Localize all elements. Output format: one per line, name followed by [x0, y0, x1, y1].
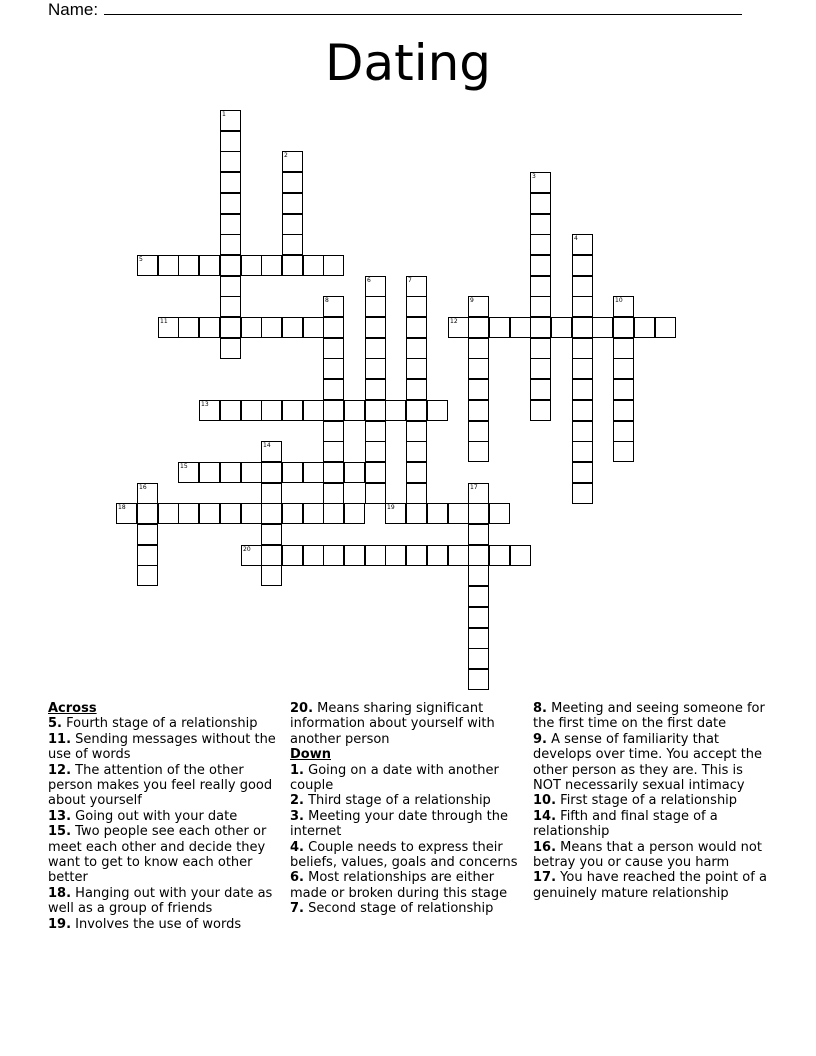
grid-cell[interactable] — [365, 545, 386, 566]
grid-cell[interactable] — [572, 234, 593, 255]
grid-cell[interactable] — [385, 545, 406, 566]
grid-cell[interactable] — [137, 483, 158, 504]
grid-cell[interactable] — [303, 400, 324, 421]
grid-cell[interactable] — [199, 462, 220, 483]
clue-number: 20 — [243, 546, 251, 553]
clue-number: 17 — [470, 484, 478, 491]
grid-cell[interactable] — [530, 214, 551, 235]
grid-cell[interactable] — [303, 503, 324, 524]
grid-cell[interactable] — [448, 545, 469, 566]
grid-cell[interactable] — [613, 317, 634, 338]
down-heading: Down — [290, 747, 331, 763]
clue-number: 5. — [48, 716, 62, 732]
grid-cell[interactable] — [365, 400, 386, 421]
grid-cell[interactable] — [158, 255, 179, 276]
grid-cell[interactable] — [572, 255, 593, 276]
grid-cell[interactable] — [468, 338, 489, 359]
clue-text: Going out with your date — [71, 808, 238, 824]
grid-cell[interactable] — [137, 503, 158, 524]
down-clue — [290, 809, 528, 840]
grid-cell[interactable] — [572, 276, 593, 297]
grid-cell[interactable] — [199, 400, 220, 421]
clue-number: 11. — [48, 731, 72, 747]
grid-cell[interactable] — [323, 255, 344, 276]
grid-cell[interactable] — [282, 317, 303, 338]
grid-cell[interactable] — [572, 379, 593, 400]
grid-cell[interactable] — [613, 421, 634, 442]
grid-cell[interactable] — [241, 255, 262, 276]
grid-cell[interactable] — [303, 462, 324, 483]
clue-number: 2 — [284, 152, 288, 159]
grid-cell[interactable] — [406, 462, 427, 483]
grid-cell[interactable] — [220, 317, 241, 338]
down-clue — [533, 732, 771, 794]
grid-cell[interactable] — [220, 234, 241, 255]
grid-cell[interactable] — [199, 317, 220, 338]
clues-column-1 — [48, 701, 286, 932]
grid-cell[interactable] — [365, 338, 386, 359]
grid-cell[interactable] — [406, 483, 427, 504]
grid-cell[interactable] — [510, 317, 531, 338]
grid-cell[interactable] — [489, 317, 510, 338]
grid-cell[interactable] — [282, 214, 303, 235]
grid-cell[interactable] — [220, 296, 241, 317]
grid-cell[interactable] — [613, 296, 634, 317]
grid-cell[interactable] — [199, 503, 220, 524]
grid-cell[interactable] — [530, 358, 551, 379]
clues-column-2 — [290, 701, 528, 917]
down-clue — [290, 901, 528, 916]
clue-number: 9 — [470, 297, 474, 304]
grid-cell[interactable] — [365, 441, 386, 462]
grid-cell[interactable] — [365, 358, 386, 379]
grid-cell[interactable] — [323, 296, 344, 317]
grid-cell[interactable] — [468, 628, 489, 649]
down-clue — [290, 840, 528, 871]
grid-cell[interactable] — [592, 317, 613, 338]
grid-cell[interactable] — [365, 379, 386, 400]
grid-cell[interactable] — [613, 400, 634, 421]
grid-cell[interactable] — [344, 503, 365, 524]
grid-cell[interactable] — [261, 483, 282, 504]
grid-cell[interactable] — [572, 338, 593, 359]
clue-number: 6. — [290, 870, 304, 886]
down-clue — [290, 793, 528, 808]
clue-number: 19 — [387, 504, 395, 511]
across-clue — [48, 763, 286, 809]
clue-number: 12. — [48, 762, 72, 778]
grid-cell[interactable] — [572, 421, 593, 442]
grid-cell[interactable] — [303, 545, 324, 566]
grid-cell[interactable] — [510, 545, 531, 566]
grid-cell[interactable] — [220, 503, 241, 524]
grid-cell[interactable] — [406, 338, 427, 359]
clue-text: Couple needs to express their beliefs, values, goals and concerns — [290, 839, 518, 871]
grid-cell[interactable] — [468, 669, 489, 690]
grid-cell[interactable] — [282, 462, 303, 483]
grid-cell[interactable] — [613, 441, 634, 462]
grid-cell[interactable] — [282, 545, 303, 566]
clue-text: Going on a date with another couple — [290, 762, 499, 794]
clue-number: 1. — [290, 762, 304, 778]
clue-number: 8. — [533, 701, 547, 716]
down-clue — [533, 701, 771, 732]
grid-cell[interactable] — [551, 317, 572, 338]
grid-cell[interactable] — [282, 400, 303, 421]
grid-cell[interactable] — [199, 255, 220, 276]
grid-cell[interactable] — [468, 524, 489, 545]
down-clue — [290, 870, 528, 901]
grid-cell[interactable] — [220, 276, 241, 297]
clue-text: The attention of the other person makes you feel really good about yourself — [48, 762, 273, 809]
clue-number: 16 — [139, 484, 147, 491]
grid-cell[interactable] — [261, 255, 282, 276]
clue-text: Involves the use of words — [71, 916, 242, 932]
clue-number: 4 — [574, 235, 578, 242]
clue-number: 8 — [325, 297, 329, 304]
clue-number: 6 — [367, 277, 371, 284]
grid-cell[interactable] — [261, 524, 282, 545]
grid-cell[interactable] — [344, 462, 365, 483]
grid-cell[interactable] — [468, 607, 489, 628]
clue-number: 11 — [160, 318, 168, 325]
down-clue — [533, 809, 771, 840]
grid-cell[interactable] — [530, 172, 551, 193]
grid-cell[interactable] — [116, 503, 137, 524]
grid-cell[interactable] — [220, 131, 241, 152]
grid-cell[interactable] — [530, 317, 551, 338]
grid-cell[interactable] — [468, 483, 489, 504]
across-clue — [48, 732, 286, 763]
grid-cell[interactable] — [344, 400, 365, 421]
grid-cell[interactable] — [530, 379, 551, 400]
grid-cell[interactable] — [448, 317, 469, 338]
clue-number: 5 — [139, 256, 143, 263]
down-clue — [290, 763, 528, 794]
grid-cell[interactable] — [323, 358, 344, 379]
grid-cell[interactable] — [530, 234, 551, 255]
grid-cell[interactable] — [158, 317, 179, 338]
clue-number: 13. — [48, 808, 72, 824]
grid-cell[interactable] — [158, 503, 179, 524]
clue-number: 10. — [533, 793, 557, 809]
grid-cell[interactable] — [241, 400, 262, 421]
clue-text: Meeting your date through the internet — [290, 808, 509, 840]
grid-cell[interactable] — [220, 214, 241, 235]
grid-cell[interactable] — [406, 317, 427, 338]
clue-text: Hanging out with your date as well as a group of friends — [48, 885, 273, 917]
grid-cell[interactable] — [282, 151, 303, 172]
grid-cell[interactable] — [137, 565, 158, 586]
clue-text: You have reached the point of a genuinely mature relationship — [533, 870, 767, 901]
down-clue — [533, 840, 771, 871]
grid-cell[interactable] — [572, 400, 593, 421]
grid-cell[interactable] — [241, 545, 262, 566]
grid-cell[interactable] — [406, 379, 427, 400]
name-label: Name: — [48, 0, 99, 19]
grid-cell[interactable] — [261, 441, 282, 462]
grid-cell[interactable] — [178, 255, 199, 276]
grid-cell[interactable] — [613, 358, 634, 379]
grid-cell[interactable] — [365, 317, 386, 338]
across-clue — [290, 701, 528, 747]
grid-cell[interactable] — [385, 400, 406, 421]
clue-text: Means that a person would not betray you or cause you harm — [533, 839, 762, 871]
grid-cell[interactable] — [572, 441, 593, 462]
clue-text: Fourth stage of a relationship — [61, 716, 258, 732]
grid-cell[interactable] — [530, 255, 551, 276]
down-clue — [533, 793, 771, 808]
clue-number: 20. — [290, 701, 314, 716]
grid-cell[interactable] — [178, 317, 199, 338]
grid-cell[interactable] — [241, 503, 262, 524]
clue-number: 9. — [533, 731, 547, 747]
grid-cell[interactable] — [323, 483, 344, 504]
grid-cell[interactable] — [220, 462, 241, 483]
grid-cell[interactable] — [282, 503, 303, 524]
grid-cell[interactable] — [220, 193, 241, 214]
grid-cell[interactable] — [178, 462, 199, 483]
grid-cell[interactable] — [261, 400, 282, 421]
grid-cell[interactable] — [530, 338, 551, 359]
grid-cell[interactable] — [448, 503, 469, 524]
clue-number: 18. — [48, 885, 72, 901]
grid-cell[interactable] — [468, 565, 489, 586]
grid-cell[interactable] — [427, 545, 448, 566]
grid-cell[interactable] — [406, 421, 427, 442]
grid-cell[interactable] — [220, 110, 241, 131]
grid-cell[interactable] — [323, 338, 344, 359]
grid-cell[interactable] — [406, 400, 427, 421]
grid-cell[interactable] — [613, 379, 634, 400]
grid-cell[interactable] — [468, 586, 489, 607]
clue-text: Most relationships are either made or broken during this stage — [290, 870, 508, 901]
grid-cell[interactable] — [365, 483, 386, 504]
grid-cell[interactable] — [137, 255, 158, 276]
grid-cell[interactable] — [406, 503, 427, 524]
grid-cell[interactable] — [385, 503, 406, 524]
clue-text: Means sharing significant information about yourself with another person — [290, 701, 495, 747]
clue-text: Third stage of a relationship — [303, 793, 491, 809]
grid-cell[interactable] — [427, 400, 448, 421]
across-clue — [48, 886, 286, 917]
clue-number: 14. — [533, 808, 557, 824]
grid-cell[interactable] — [530, 296, 551, 317]
grid-cell[interactable] — [468, 648, 489, 669]
grid-cell[interactable] — [323, 317, 344, 338]
clue-text: First stage of a relationship — [556, 793, 738, 809]
across-heading: Across — [48, 701, 97, 716]
grid-cell[interactable] — [261, 545, 282, 566]
grid-cell[interactable] — [323, 503, 344, 524]
grid-cell[interactable] — [530, 193, 551, 214]
grid-cell[interactable] — [241, 462, 262, 483]
grid-cell[interactable] — [572, 358, 593, 379]
across-clue — [48, 917, 286, 932]
grid-cell[interactable] — [261, 565, 282, 586]
clue-number: 19. — [48, 916, 72, 932]
grid-cell[interactable] — [282, 234, 303, 255]
grid-cell[interactable] — [613, 338, 634, 359]
grid-cell[interactable] — [220, 338, 241, 359]
grid-cell[interactable] — [655, 317, 676, 338]
grid-cell[interactable] — [406, 276, 427, 297]
clue-number: 1 — [222, 111, 226, 118]
grid-cell[interactable] — [634, 317, 655, 338]
clue-number: 17. — [533, 870, 557, 886]
clue-number: 15. — [48, 824, 72, 840]
clue-text: Two people see each other or meet each other and decide they want to get to know each other better — [48, 824, 267, 886]
clue-number: 4. — [290, 839, 304, 855]
grid-cell[interactable] — [261, 462, 282, 483]
grid-cell[interactable] — [468, 503, 489, 524]
across-clue — [48, 809, 286, 824]
grid-cell[interactable] — [468, 421, 489, 442]
grid-cell[interactable] — [241, 317, 262, 338]
clue-text: A sense of familiarity that develops over time. You accept the other person as they are. This is NOT necessarily sexual intimacy — [533, 731, 763, 794]
clue-number: 13 — [201, 401, 209, 408]
clue-text: Fifth and final stage of a relationship — [533, 808, 718, 840]
clue-number: 16. — [533, 839, 557, 855]
grid-cell[interactable] — [282, 172, 303, 193]
grid-cell[interactable] — [365, 462, 386, 483]
clue-number: 7. — [290, 901, 304, 917]
grid-cell[interactable] — [468, 545, 489, 566]
grid-cell[interactable] — [178, 503, 199, 524]
grid-cell[interactable] — [220, 172, 241, 193]
across-clue — [48, 716, 286, 731]
grid-cell[interactable] — [323, 421, 344, 442]
grid-cell[interactable] — [468, 400, 489, 421]
clue-number: 14 — [263, 442, 271, 449]
grid-cell[interactable] — [282, 193, 303, 214]
clue-number: 7 — [408, 277, 412, 284]
grid-cell[interactable] — [468, 317, 489, 338]
grid-cell[interactable] — [468, 441, 489, 462]
grid-cell[interactable] — [406, 545, 427, 566]
grid-cell[interactable] — [365, 276, 386, 297]
clue-number: 2. — [290, 793, 304, 809]
grid-cell[interactable] — [572, 483, 593, 504]
grid-cell[interactable] — [572, 296, 593, 317]
grid-cell[interactable] — [323, 400, 344, 421]
grid-cell[interactable] — [468, 358, 489, 379]
grid-cell[interactable] — [220, 255, 241, 276]
grid-cell[interactable] — [323, 545, 344, 566]
grid-cell[interactable] — [406, 358, 427, 379]
clue-number: 15 — [180, 463, 188, 470]
grid-cell[interactable] — [468, 296, 489, 317]
grid-cell[interactable] — [323, 462, 344, 483]
grid-cell[interactable] — [489, 503, 510, 524]
grid-cell[interactable] — [303, 317, 324, 338]
grid-cell[interactable] — [406, 441, 427, 462]
grid-cell[interactable] — [530, 400, 551, 421]
clue-number: 3. — [290, 808, 304, 824]
grid-cell[interactable] — [137, 524, 158, 545]
grid-cell[interactable] — [220, 400, 241, 421]
page-title: Dating — [324, 34, 492, 92]
grid-cell[interactable] — [303, 255, 324, 276]
clue-number: 10 — [615, 297, 623, 304]
grid-cell[interactable] — [572, 462, 593, 483]
grid-cell[interactable] — [427, 503, 448, 524]
grid-cell[interactable] — [468, 379, 489, 400]
grid-cell[interactable] — [344, 545, 365, 566]
grid-cell[interactable] — [282, 255, 303, 276]
grid-cell[interactable] — [261, 317, 282, 338]
grid-cell[interactable] — [137, 545, 158, 566]
clue-text: Sending messages without the use of words — [48, 731, 276, 763]
clue-text: Second stage of relationship — [303, 901, 494, 917]
clue-text: Meeting and seeing someone for the first time on the first date — [533, 701, 765, 732]
across-clue — [48, 824, 286, 886]
grid-cell[interactable] — [365, 296, 386, 317]
grid-cell[interactable] — [261, 503, 282, 524]
clues-column-3 — [533, 701, 771, 901]
grid-cell[interactable] — [365, 421, 386, 442]
grid-cell[interactable] — [323, 379, 344, 400]
clue-number: 12 — [450, 318, 458, 325]
grid-cell[interactable] — [323, 441, 344, 462]
clue-number: 18 — [118, 504, 126, 511]
grid-cell[interactable] — [572, 317, 593, 338]
grid-cell[interactable] — [220, 151, 241, 172]
down-clue — [533, 870, 771, 901]
grid-cell[interactable] — [530, 276, 551, 297]
grid-cell[interactable] — [406, 296, 427, 317]
grid-cell[interactable] — [489, 545, 510, 566]
clue-number: 3 — [532, 173, 536, 180]
